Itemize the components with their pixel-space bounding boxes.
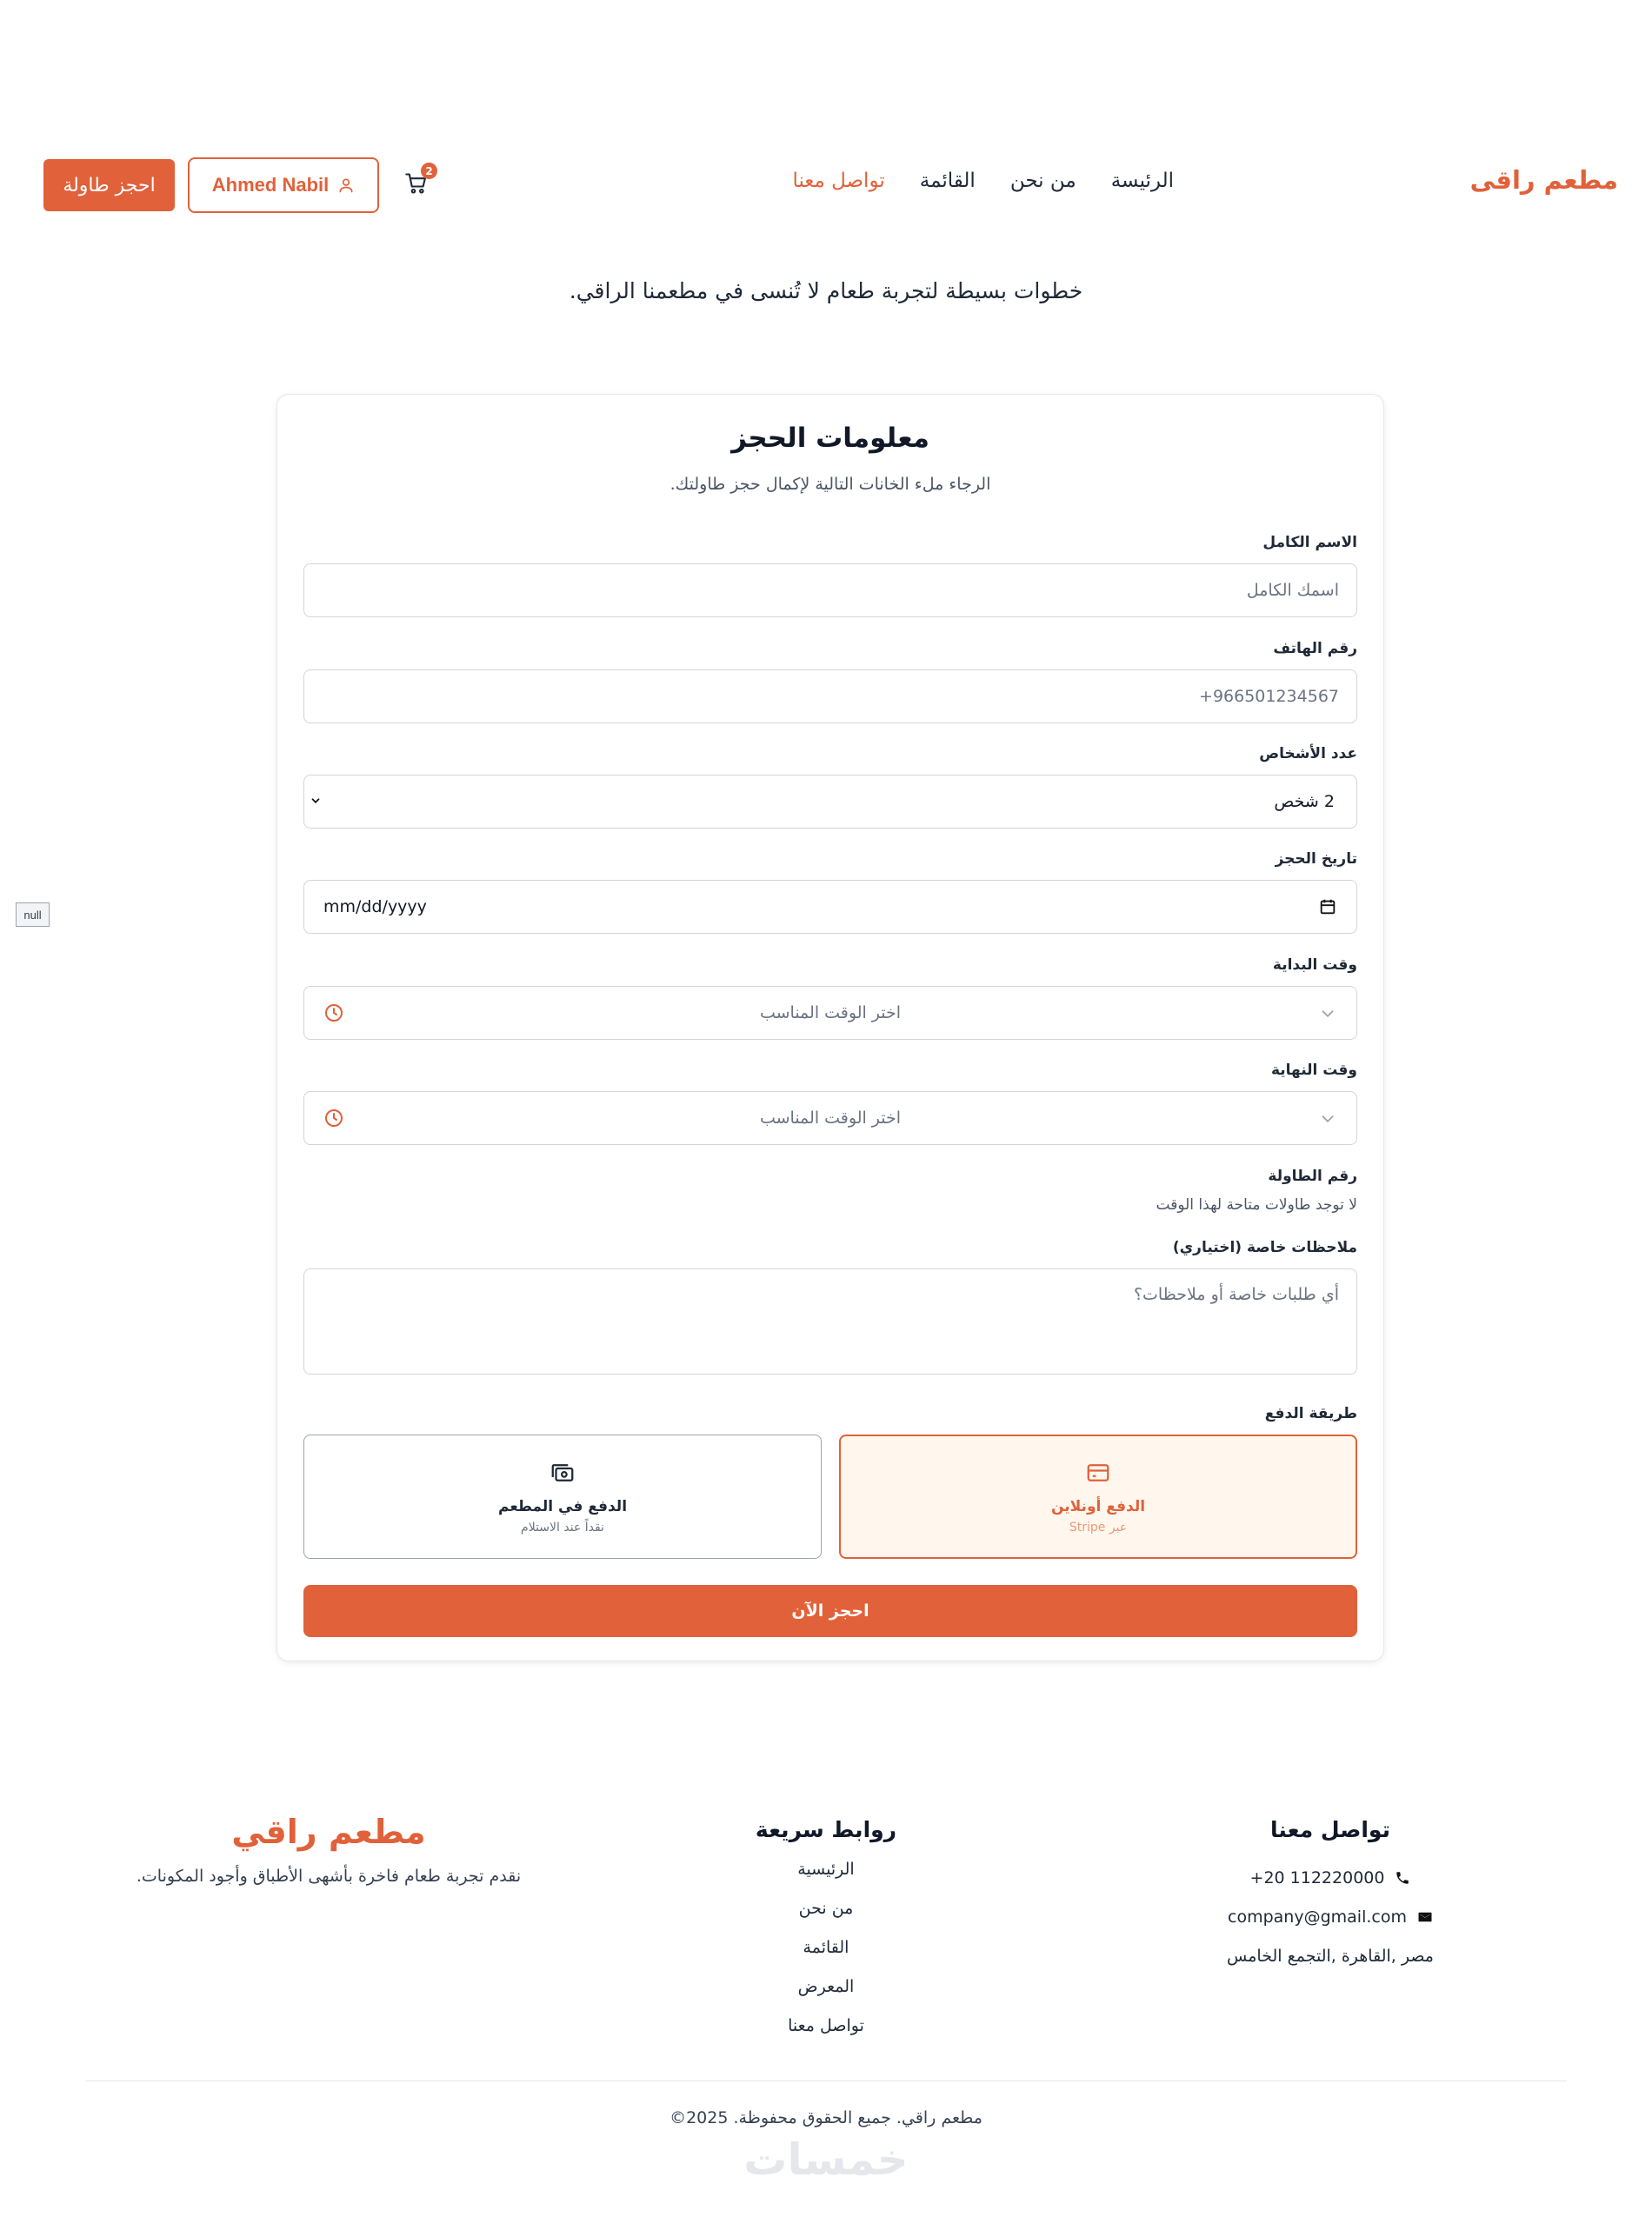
nav-link-menu[interactable]: القائمة xyxy=(919,170,976,192)
footer-logo: مطعم راقي xyxy=(231,1813,426,1851)
form-subtitle: الرجاء ملء الخانات التالية لإكمال حجز طاولتك. xyxy=(669,475,991,494)
cart-button[interactable] xyxy=(402,164,433,197)
clock-icon xyxy=(323,1002,344,1023)
top-navbar xyxy=(0,152,1652,222)
footer-brand xyxy=(104,1813,553,1886)
payment-label: طريقة الدفع xyxy=(1264,1405,1357,1422)
phone-label: رقم الهاتف xyxy=(1273,640,1357,657)
booking-form-card xyxy=(276,394,1384,1661)
notes-label: ملاحظات خاصة (اختياري) xyxy=(1172,1239,1357,1256)
contact-phone-row xyxy=(1200,1858,1461,1897)
start-time-select[interactable] xyxy=(303,986,1357,1040)
payment-cash-option[interactable] xyxy=(303,1435,822,1559)
user-icon xyxy=(337,176,355,194)
no-tables-hint: لا توجد طاولات متاحة لهذا الوقت xyxy=(1156,1196,1357,1214)
contact-title: تواصل معنا xyxy=(1270,1817,1390,1842)
payment-online-option[interactable] xyxy=(839,1435,1357,1559)
chevron-down-icon xyxy=(310,795,322,807)
hero-title-clipped xyxy=(0,222,1652,239)
user-account-button[interactable] xyxy=(188,157,379,213)
nav-link-home[interactable]: الرئيسة xyxy=(1110,170,1174,192)
user-name: Ahmed Nabil xyxy=(211,174,330,196)
footer-description: نقدم تجربة طعام فاخرة بأشهى الأطباق وأجود المكونات. xyxy=(136,1867,522,1886)
payment-online-note: عبر Stripe xyxy=(1069,1520,1128,1535)
start-time-label: وقت البداية xyxy=(1272,956,1357,974)
contact-phone[interactable]: +20 112220000 xyxy=(1249,1867,1385,1887)
end-time-placeholder: اختر الوقت المناسب xyxy=(759,1109,902,1128)
footer-quick-links xyxy=(696,1817,956,2054)
phone-input[interactable] xyxy=(304,670,1356,722)
copyright-text: مطعم راقي. جميع الحقوق محفوظة. 2025© xyxy=(669,2108,983,2127)
cash-icon xyxy=(548,1460,577,1486)
clock-icon xyxy=(323,1108,344,1128)
payment-cash-title: الدفع في المطعم xyxy=(497,1497,628,1515)
calendar-icon[interactable] xyxy=(1318,897,1337,916)
nav-link-about[interactable]: من نحن xyxy=(1009,170,1076,192)
cart-count-badge: 2 xyxy=(421,163,437,179)
footer-link-contact[interactable]: تواصل معنا xyxy=(788,2016,864,2035)
envelope-icon xyxy=(1417,1909,1433,1925)
debug-null-chip: null xyxy=(16,902,50,927)
date-label: تاريخ الحجز xyxy=(1275,850,1357,868)
start-time-placeholder: اختر الوقت المناسب xyxy=(759,1003,902,1022)
chevron-down-icon xyxy=(1318,1109,1337,1128)
payment-online-title: الدفع أونلاين xyxy=(1050,1497,1146,1515)
contact-email-row xyxy=(1200,1897,1461,1936)
book-table-button[interactable]: احجز طاولة xyxy=(43,159,175,211)
payment-cash-note: نقداً عند الاستلام xyxy=(521,1520,604,1535)
main-nav xyxy=(792,170,1174,192)
hero-subtitle: خطوات بسيطة لتجربة طعام لا تُنسى في مطعمنا الراقي. xyxy=(569,278,1083,303)
book-now-button[interactable]: احجز الآن xyxy=(303,1585,1357,1637)
notes-wrapper xyxy=(303,1268,1357,1375)
phone-icon xyxy=(1395,1870,1410,1886)
credit-card-icon xyxy=(1083,1460,1113,1486)
contact-email[interactable]: company@gmail.com xyxy=(1228,1907,1407,1927)
phone-field-wrapper xyxy=(303,669,1357,723)
site-logo[interactable]: مطعم راقى xyxy=(1469,165,1618,195)
footer-link-home[interactable]: الرئيسية xyxy=(797,1860,855,1879)
chevron-down-icon xyxy=(1318,1004,1337,1023)
name-label: الاسم الكامل xyxy=(1262,534,1357,551)
contact-address: مصر ,القاهرة ,التجمع الخامس xyxy=(1227,1946,1434,1966)
footer-link-menu[interactable]: القائمة xyxy=(803,1938,849,1957)
guests-selected-value: 2 شخص xyxy=(1274,792,1335,811)
table-label: رقم الطاولة xyxy=(1268,1168,1357,1185)
nav-link-contact[interactable]: تواصل معنا xyxy=(792,170,885,192)
form-title: معلومات الحجز xyxy=(731,423,929,454)
name-field-wrapper xyxy=(303,563,1357,617)
contact-address-row xyxy=(1200,1936,1461,1975)
footer-link-gallery[interactable]: المعرض xyxy=(797,1977,855,1996)
end-time-select[interactable] xyxy=(303,1091,1357,1145)
date-input[interactable] xyxy=(303,880,1357,934)
guests-select[interactable] xyxy=(303,775,1357,829)
end-time-label: وقت النهاية xyxy=(1270,1062,1357,1079)
footer-link-about[interactable]: من نحن xyxy=(798,1899,854,1918)
watermark-logo: خمسات xyxy=(743,2134,909,2185)
notes-textarea[interactable] xyxy=(304,1269,1356,1374)
full-name-input[interactable] xyxy=(304,564,1356,616)
date-placeholder: mm/dd/yyyy xyxy=(323,897,427,916)
guests-label: عدد الأشخاص xyxy=(1259,745,1357,762)
quick-links-title: روابط سريعة xyxy=(755,1817,897,1842)
footer-contact xyxy=(1200,1817,1461,1975)
